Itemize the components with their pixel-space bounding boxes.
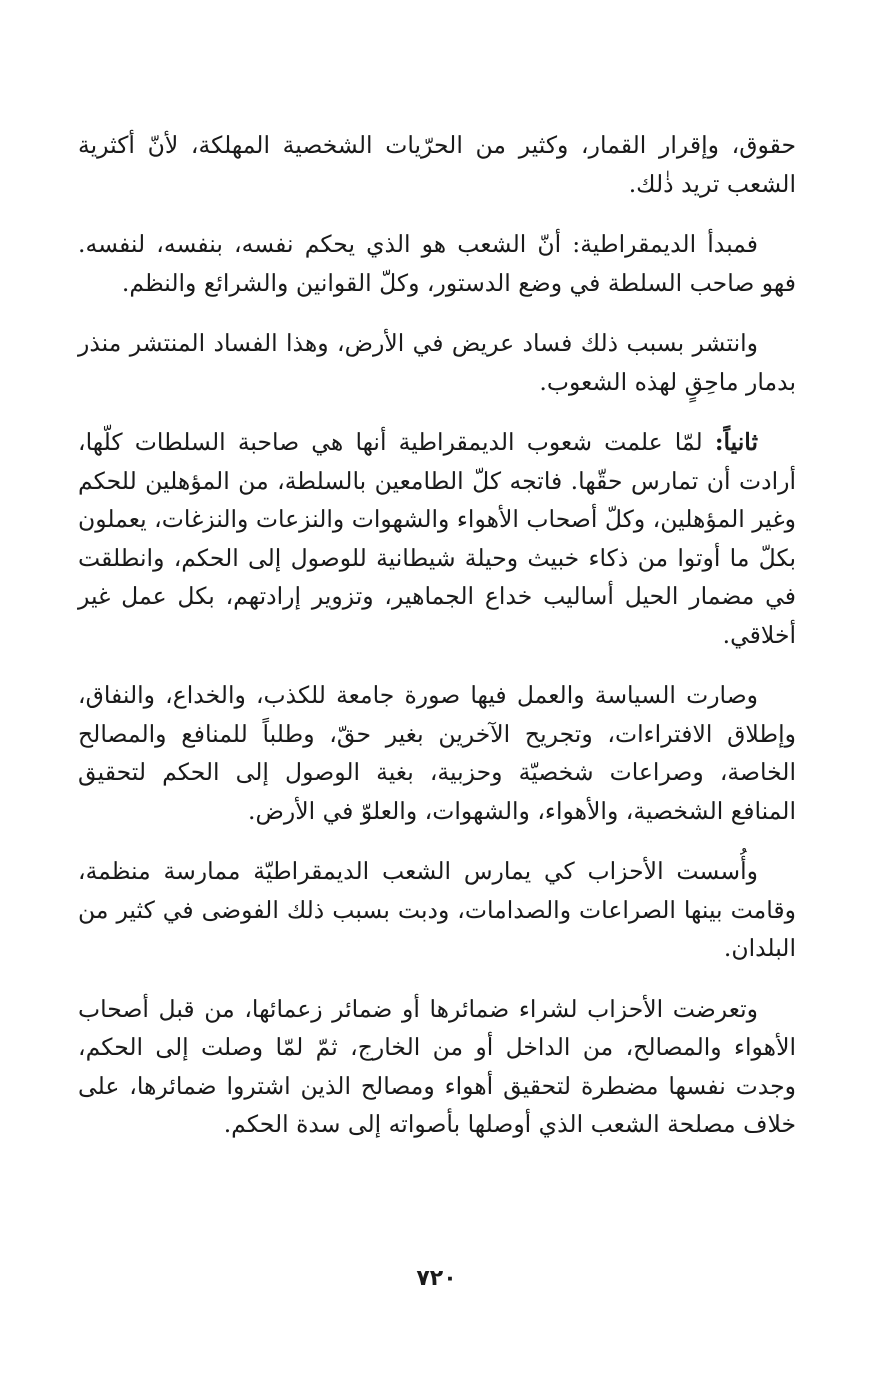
paragraph-text: فمبدأ الديمقراطية: أنّ الشعب هو الذي يحكم نفسه، بنفسه، لنفسه. فهو صاحب السلطة في وضع الدستور، وكلّ القوانين والشرائع والنظم. [78,230,796,297]
paragraph-text: حقوق، وإقرار القمار، وكثير من الحرّيات الشخصية المهلكة، لأنّ أكثرية الشعب تريد ذٰلك. [78,131,796,198]
paragraph-text: وانتشر بسبب ذلك فساد عريض في الأرض، وهذا الفساد المنتشر منذر بدمار ماحِقٍ لهذه الشعوب. [78,329,796,396]
paragraph-4 [78,423,796,654]
page-number: ٧٢٠ [416,1266,457,1291]
paragraph-5 [78,676,796,830]
page-body [78,126,796,1166]
paragraph-7 [78,990,796,1144]
paragraph-text: وصارت السياسة والعمل فيها صورة جامعة للكذب، والخداع، والنفاق، وإطلاق الافتراءات، وتجريح الآخرين بغير حقّ، وطلباً للمنافع والمصالح الخاصة، وصراعات شخصيّة وحزبية، بغية الوصول إلى الحكم لتحقيق المنافع الشخصية، والأهواء، والشهوات، والعلوّ في الأرض. [78,681,796,825]
paragraph-1 [78,126,796,203]
paragraph-6 [78,852,796,968]
paragraph-text: لمّا علمت شعوب الديمقراطية أنها هي صاحبة السلطات كلّها، أرادت أن تمارس حقّها. فاتجه كلّ الطامعين بالسلطة، من المؤهلين للحكم وغير المؤهلين، وكلّ أصحاب الأهواء والشهوات والنزعات والنزغات، يعملون بكلّ ما أوتوا من ذكاء خبيث وحيلة شيطانية للوصول إلى الحكم، وانطلقت في مضمار الحيل أساليب خداع الجماهير، وتزوير إرادتهم، بكل عمل غير أخلاقي. [78,428,796,649]
paragraph-text: وأُسست الأحزاب كي يمارس الشعب الديمقراطيّة ممارسة منظمة، وقامت بينها الصراعات والصدامات، ودبت بسبب ذلك الفوضى في كثير من البلدان. [78,857,796,962]
paragraph-2 [78,225,796,302]
paragraph-lead: ثانياً: [714,428,758,456]
paragraph-text: وتعرضت الأحزاب لشراء ضمائرها أو ضمائر زعمائها، من قبل أصحاب الأهواء والمصالح، من الداخل أو من الخارج، ثمّ لمّا وصلت إلى الحكم، وجدت نفسها مضطرة لتحقيق أهواء ومصالح الذين اشتروا ضمائرها، على خلاف مصلحة الشعب الذي أوصلها بأصواته إلى سدة الحكم. [78,994,796,1138]
paragraph-3 [78,324,796,401]
